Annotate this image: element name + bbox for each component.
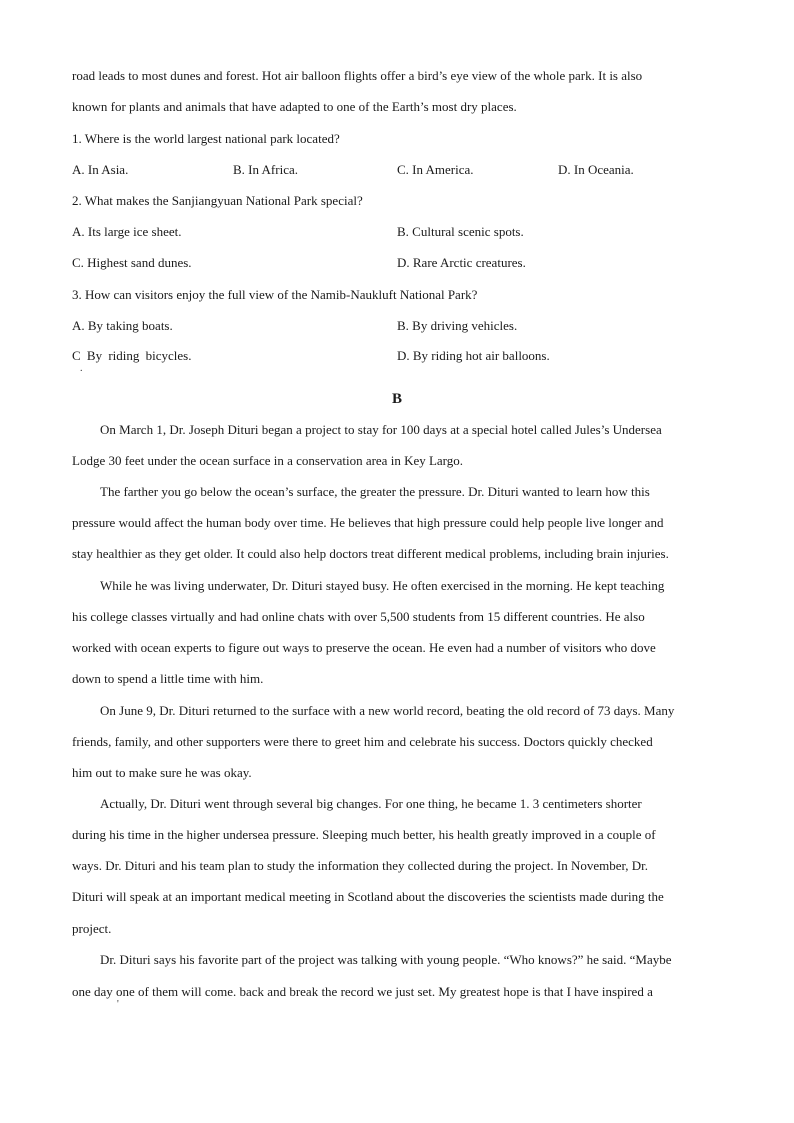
passage-b-line: Dituri will speak at an important medical meeting in Scotland about the discoveries the scientists made during the (72, 889, 664, 904)
passage-b-line: Actually, Dr. Dituri went through several big changes. For one thing, he became 1. 3 centimeters shorter (100, 796, 642, 811)
passage-b-line: On June 9, Dr. Dituri returned to the surface with a new world record, beating the old record of 73 days. Many (100, 703, 675, 718)
stray-mark: . (80, 363, 83, 374)
question-1-option-d: D. In Oceania. (558, 162, 634, 177)
passage-b-line: his college classes virtually and had online chats with over 5,500 students from 15 different countries. He also (72, 609, 645, 624)
question-1-option-c: C. In America. (397, 162, 474, 177)
passage-b-line: While he was living underwater, Dr. Dituri stayed busy. He often exercised in the morning. He kept teaching (100, 578, 665, 593)
passage-a-line: known for plants and animals that have adapted to one of the Earth’s most dry places. (72, 99, 517, 114)
question-1-option-a: A. In Asia. (72, 162, 129, 177)
question-1-option-b: B. In Africa. (233, 162, 298, 177)
passage-a-line: road leads to most dunes and forest. Hot air balloon flights offer a bird’s eye view of the whole park. It is also (72, 68, 643, 83)
section-b-heading: B (391, 391, 402, 407)
passage-b-line: friends, family, and other supporters were there to greet him and celebrate his success. Doctors quickly checked (72, 734, 653, 749)
passage-b-line: down to spend a little time with him. (72, 671, 264, 686)
passage-b-line: On March 1, Dr. Joseph Dituri began a project to stay for 100 days at a special hotel called Jules’s Undersea (100, 422, 662, 437)
passage-b-line: one day one of them will come. back and break the record we just set. My greatest hope is that I have inspired a (72, 984, 653, 999)
question-3-stem: 3. How can visitors enjoy the full view of the Namib-Naukluft National Park? (72, 287, 478, 302)
question-3-option-d: D. By riding hot air balloons. (397, 348, 550, 363)
question-3-option-a: A. By taking boats. (72, 318, 173, 333)
question-2-option-d: D. Rare Arctic creatures. (397, 255, 526, 270)
question-2-option-a: A. Its large ice sheet. (72, 224, 182, 239)
passage-b-line: Lodge 30 feet under the ocean surface in a conservation area in Key Largo. (72, 453, 464, 468)
passage-b-line: Dr. Dituri says his favorite part of the project was talking with young people. “Who knows?” he said. “Maybe (100, 952, 672, 967)
question-2-stem: 2. What makes the Sanjiangyuan National Park special? (72, 193, 363, 208)
question-2-option-b: B. Cultural scenic spots. (397, 224, 524, 239)
question-3-option-b: B. By driving vehicles. (397, 318, 518, 333)
passage-b-line: him out to make sure he was okay. (72, 765, 252, 780)
passage-b-line: worked with ocean experts to figure out ways to preserve the ocean. He even had a number of visitors who dove (72, 640, 656, 655)
passage-b-line: stay healthier as they get older. It could also help doctors treat different medical problems, including brain injuries. (72, 546, 669, 561)
question-2-option-c: C. Highest sand dunes. (72, 255, 192, 270)
question-1-stem: 1. Where is the world largest national park located? (72, 131, 340, 146)
passage-b-line: pressure would affect the human body over time. He believes that high pressure could help people live longer and (72, 515, 664, 530)
passage-b-line: project. (72, 921, 112, 936)
passage-b-line: The farther you go below the ocean’s surface, the greater the pressure. Dr. Dituri wanted to learn how this (100, 484, 650, 499)
passage-b-line: during his time in the higher undersea pressure. Sleeping much better, his health greatly improved in a couple of (72, 827, 656, 842)
stray-mark: ' (117, 999, 119, 1010)
question-3-option-c: C By riding bicycles. (72, 348, 192, 363)
passage-b-line: ways. Dr. Dituri and his team plan to study the information they collected during the project. In November, Dr. (72, 858, 649, 873)
